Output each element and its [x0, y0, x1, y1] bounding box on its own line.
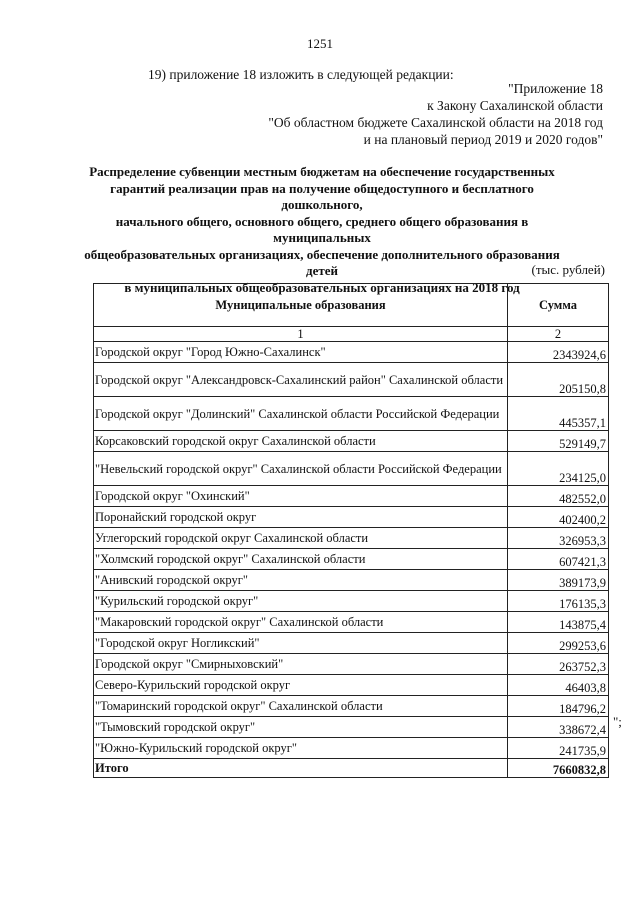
appendix-line: "Приложение 18 — [508, 81, 603, 96]
table-row — [94, 507, 609, 528]
table-row — [94, 675, 609, 696]
column-number-row — [94, 327, 609, 342]
subvention-sum: 46403,8 — [508, 675, 609, 696]
municipality-name: "Холмский городской округ" Сахалинской области — [94, 549, 508, 570]
table-row — [94, 528, 609, 549]
header-municipalities: Муниципальные образования — [94, 284, 508, 327]
municipality-name: "Томаринский городской округ" Сахалинской области — [94, 696, 508, 717]
subvention-sum: 143875,4 — [508, 612, 609, 633]
subvention-sum: 529149,7 — [508, 431, 609, 452]
table-row — [94, 570, 609, 591]
municipality-name: "Курильский городской округ" — [94, 591, 508, 612]
table-header-row — [94, 284, 609, 327]
intro-text: 19) приложение 18 изложить в следующей редакции: — [148, 67, 454, 82]
heading-line: Распределение субвенции местным бюджетам на обеспечение государственных — [89, 164, 555, 179]
table-row — [94, 486, 609, 507]
heading-line: начального общего, основного общего, среднего общего образования в муниципальных — [115, 213, 529, 245]
municipality-name: "Невельский городской округ" Сахалинской области Российской Федерации — [94, 452, 508, 486]
municipality-name: Городской округ "Долинский" Сахалинской области Российской Федерации — [94, 397, 508, 431]
header-sum: Сумма — [508, 284, 609, 327]
subvention-sum: 2343924,6 — [508, 342, 609, 363]
municipality-name: "Макаровский городской округ" Сахалинской области — [94, 612, 508, 633]
municipality-name: "Южно-Курильский городской округ" — [94, 738, 508, 759]
appendix-line: и на плановый период 2019 и 2020 годов" — [363, 132, 603, 147]
table-row — [94, 612, 609, 633]
table-row — [94, 342, 609, 363]
municipality-name: Углегорский городской округ Сахалинской области — [94, 528, 508, 549]
subvention-sum: 176135,3 — [508, 591, 609, 612]
subvention-sum: 299253,6 — [508, 633, 609, 654]
municipality-name: Городской округ "Смирныховский" — [94, 654, 508, 675]
municipality-name: Поронайский городской округ — [94, 507, 508, 528]
table-row — [94, 452, 609, 486]
table-row — [94, 696, 609, 717]
table-row — [94, 738, 609, 759]
table-row — [94, 397, 609, 431]
document-heading — [72, 164, 572, 296]
municipality-name: "Городской округ Ногликский" — [94, 633, 508, 654]
appendix-reference — [268, 80, 603, 148]
subvention-sum: 241735,9 — [508, 738, 609, 759]
column-number-1: 1 — [94, 327, 508, 342]
subvention-sum: 205150,8 — [508, 363, 609, 397]
units-label: (тыс. рублей) — [531, 262, 605, 277]
table-row — [94, 717, 609, 738]
subvention-sum: 234125,0 — [508, 452, 609, 486]
table-row — [94, 363, 609, 397]
subvention-sum: 482552,0 — [508, 486, 609, 507]
heading-line: в муниципальных общеобразовательных организациях на 2018 год — [124, 279, 520, 295]
total-label: Итого — [94, 759, 508, 778]
municipality-name: "Тымовский городской округ" — [94, 717, 508, 738]
municipality-name: Городской округ "Александровск-Сахалинский район" Сахалинской области — [94, 363, 508, 397]
page-number: 1251 — [307, 36, 333, 51]
subvention-sum: 402400,2 — [508, 507, 609, 528]
appendix-line: "Об областном бюджете Сахалинской области на 2018 год — [268, 115, 603, 130]
subvention-sum: 263752,3 — [508, 654, 609, 675]
column-number-2: 2 — [508, 327, 609, 342]
table-row — [94, 633, 609, 654]
appendix-line: к Закону Сахалинской области — [427, 98, 603, 113]
subvention-sum: 607421,3 — [508, 549, 609, 570]
heading-line: гарантий реализации прав на получение общедоступного и бесплатного дошкольного, — [110, 180, 534, 212]
municipality-name: Корсаковский городской округ Сахалинской области — [94, 431, 508, 452]
table-row — [94, 591, 609, 612]
table-row — [94, 654, 609, 675]
municipality-name: "Анивский городской округ" — [94, 570, 508, 591]
municipality-name: Городской округ "Город Южно-Сахалинск" — [94, 342, 508, 363]
municipality-name: Северо-Курильский городской округ — [94, 675, 508, 696]
subvention-sum: 326953,3 — [508, 528, 609, 549]
total-sum: 7660832,8 — [508, 759, 609, 778]
subvention-table — [93, 283, 609, 778]
subvention-sum: 389173,9 — [508, 570, 609, 591]
municipality-name: Городской округ "Охинский" — [94, 486, 508, 507]
subvention-sum: 184796,2 — [508, 696, 609, 717]
table-row — [94, 549, 609, 570]
table-row — [94, 431, 609, 452]
closing-mark: "; — [613, 714, 622, 729]
total-row — [94, 759, 609, 778]
subvention-sum: 445357,1 — [508, 397, 609, 431]
subvention-sum: 338672,4 — [508, 717, 609, 738]
heading-line: общеобразовательных организациях, обеспечение дополнительного образования детей — [84, 246, 560, 278]
